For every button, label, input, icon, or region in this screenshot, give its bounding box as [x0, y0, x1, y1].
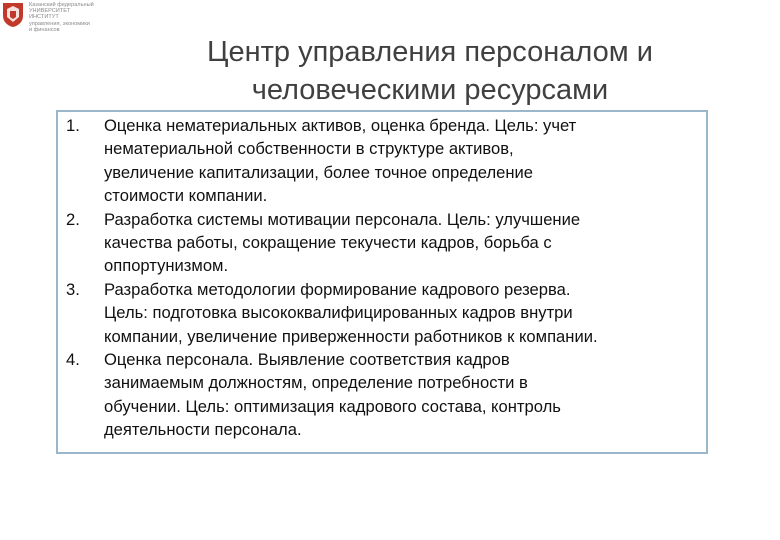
item-line: оппортунизмом.: [104, 256, 229, 276]
logo-line: управления, экономики: [29, 20, 90, 27]
list-item: [58, 278, 704, 348]
item-number: 3.: [66, 279, 80, 299]
title-line-2: человеческими ресурсами: [251, 74, 609, 106]
list-item: [58, 114, 704, 208]
item-text: [104, 208, 704, 278]
item-line: стоимости компании.: [104, 186, 268, 206]
item-line: обучении. Цель: оптимизация кадрового состава, контроль: [104, 396, 561, 416]
item-line: Цель: подготовка высококвалифицированных кадров внутри: [104, 303, 573, 323]
item-text: [104, 114, 704, 208]
list-item: [58, 348, 704, 442]
item-number: 2.: [66, 209, 80, 229]
item-line: деятельности персонала.: [104, 420, 302, 440]
logo-line: Казанский федеральный: [29, 2, 94, 8]
university-crest-icon: [2, 2, 24, 28]
item-line: качества работы, сокращение текучести кадров, борьба с: [104, 233, 552, 253]
item-line: нематериальной собственности в структуре активов,: [104, 139, 514, 159]
item-text: [104, 278, 704, 348]
item-line: Оценка персонала. Выявление соответствия кадров: [104, 350, 510, 370]
logo: [0, 0, 130, 44]
logo-line: УНИВЕРСИТЕТ: [29, 8, 71, 15]
list-item: [58, 208, 704, 278]
numbered-list: [58, 114, 704, 442]
item-line: Разработка системы мотивации персонала. Цель: улучшение: [104, 209, 581, 229]
item-text: [104, 348, 704, 442]
item-number: 1.: [66, 116, 80, 135]
item-line: занимаемым должностям, определение потребности в: [104, 373, 528, 393]
item-number: 4.: [66, 350, 80, 370]
item-line: увеличение капитализации, более точное определение: [104, 162, 534, 182]
item-line: Разработка методологии формирование кадрового резерва.: [104, 279, 571, 299]
logo-line: и финансов: [29, 26, 60, 33]
item-line: компании, увеличение приверженности работников к компании.: [104, 326, 598, 346]
content-box: [56, 110, 708, 454]
item-line: Оценка нематериальных активов, оценка бренда. Цель: учет: [104, 116, 577, 135]
title-line-1: Центр управления персоналом и: [207, 36, 653, 68]
logo-text: [29, 2, 129, 33]
page-title: [150, 33, 710, 109]
logo-line: ИНСТИТУТ: [29, 14, 59, 21]
